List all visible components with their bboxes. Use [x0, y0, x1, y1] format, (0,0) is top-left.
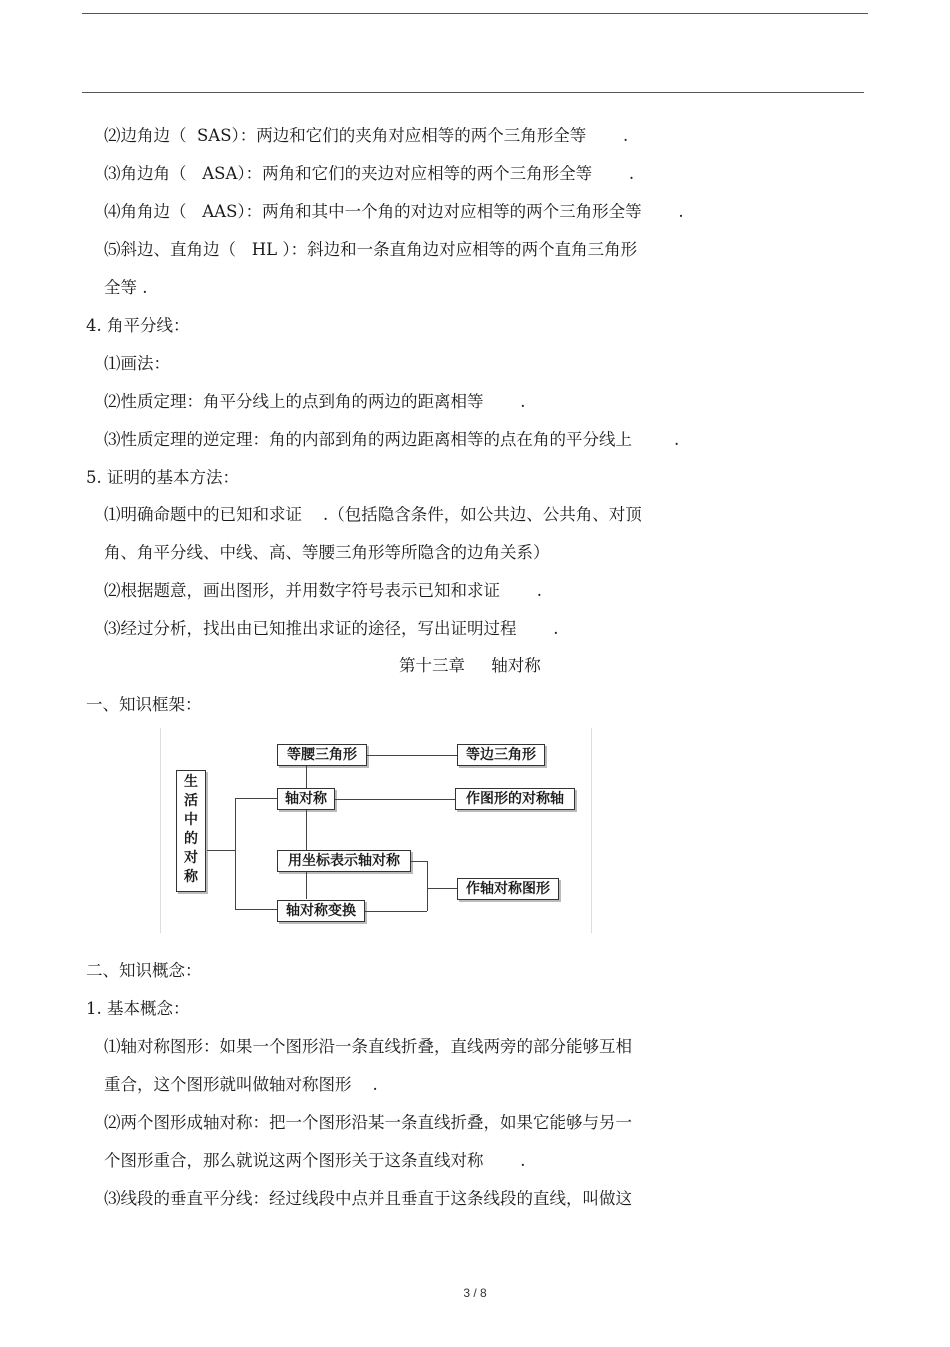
- header-rule-top: [82, 13, 868, 14]
- text-line: ⑴轴对称图形：如果一个图形沿一条直线折叠，直线两旁的部分能够互相: [104, 1037, 632, 1056]
- text-line: 全等 .: [104, 278, 148, 297]
- diagram-box-dengyao: 等腰三角形: [277, 744, 367, 766]
- text-line: ⑶线段的垂直平分线：经过线段中点并且垂直于这条线段的直线，叫做这: [104, 1189, 632, 1208]
- text-line: ⑶经过分析，找出由已知推出求证的途径，写出证明过程 .: [104, 619, 559, 638]
- text-line: ⑵两个图形成轴对称：把一个图形沿某一条直线折叠，如果它能够与另一: [104, 1113, 632, 1132]
- text-line: 重合，这个图形就叫做轴对称图形 .: [104, 1075, 378, 1094]
- text-line: ⑴明确命题中的已知和求证 .（包括隐含条件，如公共边、公共角、对顶: [104, 505, 642, 524]
- page-number: 3 / 8: [463, 1286, 487, 1300]
- section-heading: 4. 角平分线：: [86, 316, 190, 335]
- section-heading: 5. 证明的基本方法：: [86, 468, 239, 487]
- diagram-root-box: 生 活 中 的 对 称: [176, 770, 206, 892]
- diagram-box-zuotuxing: 作图形的对称轴: [455, 788, 575, 810]
- section-heading: 一、知识框架：: [86, 695, 202, 714]
- text-line: ⑶性质定理的逆定理：角的内部到角的两边距离相等的点在角的平分线上 .: [104, 430, 680, 449]
- chapter-title: 第十三章 轴对称: [399, 656, 541, 675]
- text-line: ⑴画法：: [104, 354, 170, 373]
- diagram-box-zuozhou: 作轴对称图形: [457, 878, 559, 900]
- text-line: ⑶角边角（ ASA）：两角和它们的夹边对应相等的两个三角形全等 .: [104, 164, 635, 183]
- diagram-box-dengbian: 等边三角形: [457, 744, 545, 766]
- text-line: ⑷角角边（ AAS）：两角和其中一个角的对边对应相等的两个三角形全等 .: [104, 202, 684, 221]
- section-heading: 二、知识概念：: [86, 961, 202, 980]
- knowledge-framework-diagram: [160, 728, 592, 933]
- diagram-box-bianhuan: 轴对称变换: [277, 900, 365, 922]
- text-line: 个图形重合，那么就说这两个图形关于这条直线对称 .: [104, 1151, 526, 1170]
- diagram-box-zhouduicheng: 轴对称: [277, 788, 335, 810]
- text-line: 角、角平分线、中线、高、等腰三角形等所隐含的边角关系）: [104, 543, 550, 562]
- text-line: ⑵边角边（ SAS）：两边和它们的夹角对应相等的两个三角形全等 .: [104, 126, 629, 145]
- text-line: ⑵根据题意，画出图形，并用数字符号表示已知和求证 .: [104, 581, 542, 600]
- text-line: ⑵性质定理：角平分线上的点到角的两边的距离相等 .: [104, 392, 526, 411]
- section-heading: 1. 基本概念：: [86, 999, 190, 1018]
- diagram-box-zuobiao: 用坐标表示轴对称: [277, 850, 411, 872]
- text-line: ⑸斜边、直角边（ HL ）：斜边和一条直角边对应相等的两个直角三角形: [104, 240, 638, 259]
- header-rule-bottom: [82, 92, 864, 93]
